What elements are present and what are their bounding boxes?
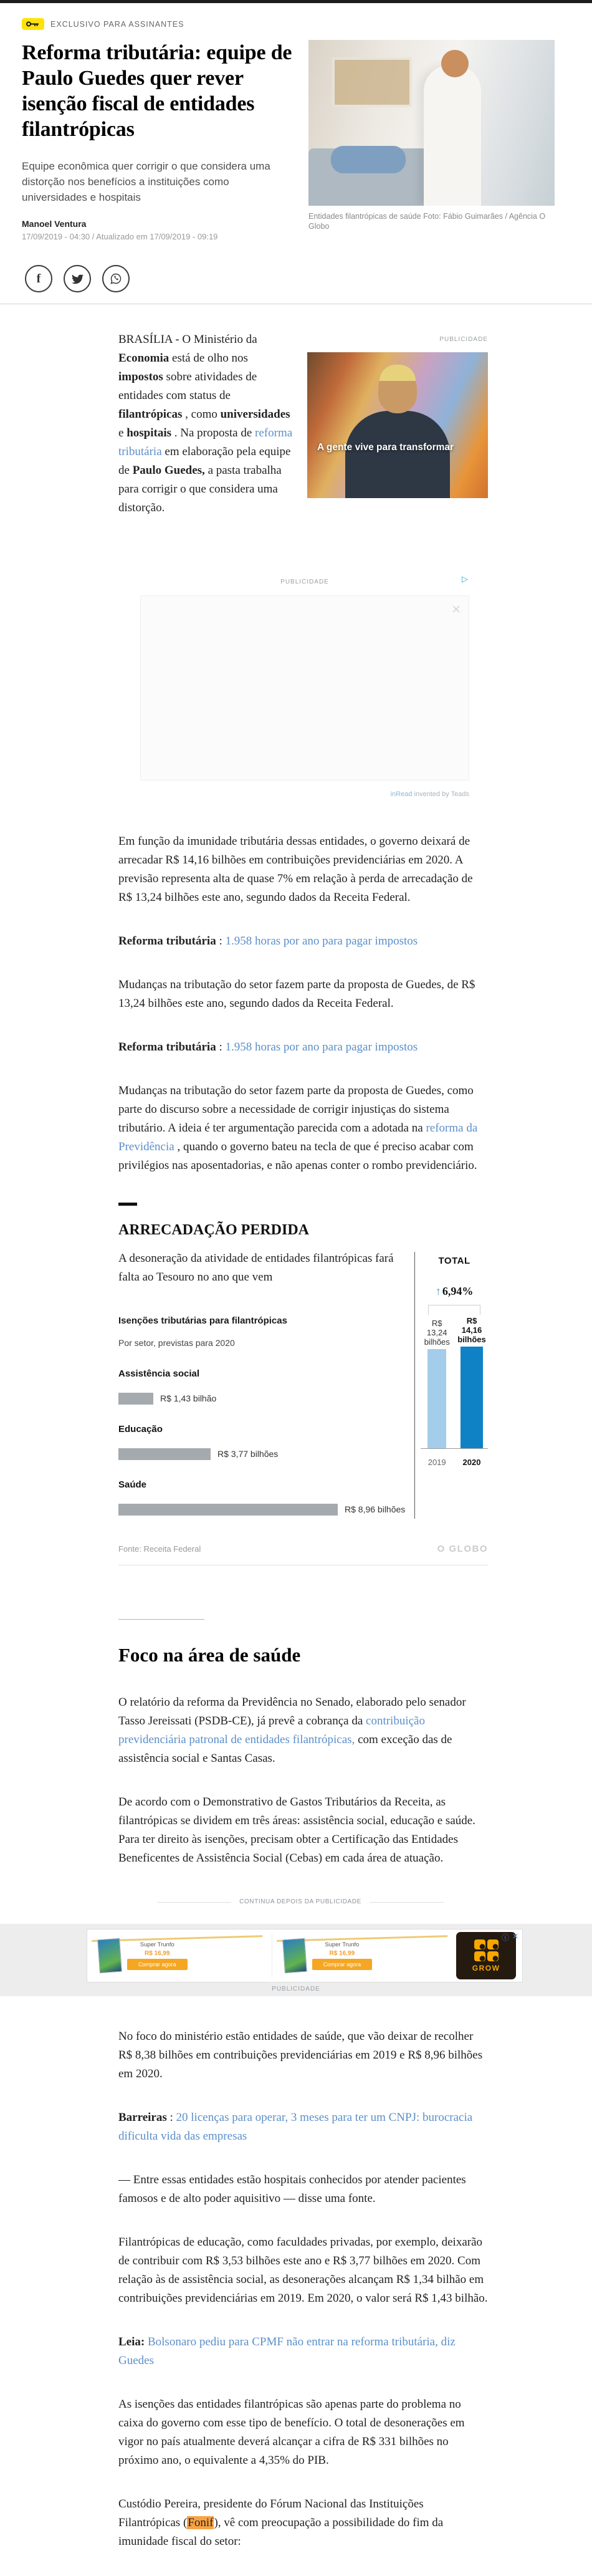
section-title: Foco na área de saúde [118, 1644, 301, 1666]
grow-logo-grid [474, 1939, 499, 1961]
related-link-line [118, 2333, 488, 2370]
product-image [282, 1938, 307, 1973]
chart-source: Fonte: Receita Federal [118, 1544, 201, 1554]
photo-nurse-head [441, 50, 469, 77]
inline-link[interactable]: Bolsonaro pediu para CPMF não entrar na reforma tributária, diz Guedes [118, 2335, 456, 2367]
bold-text: Barreiras [118, 2111, 167, 2124]
total-bars [421, 1316, 488, 1448]
inline-link[interactable]: 1.958 horas por ano para pagar impostos [225, 1040, 418, 1054]
related-link-line: Reforma tributária : 1.958 horas por ano para pagar impostos [118, 1040, 418, 1054]
top-black-bar [0, 0, 592, 3]
paragraph: No foco do ministério estão entidades de saúde, que vão deixar de recolher R$ 8,38 bilhões em contribuições previdenciárias em 2019 e R$ 8,96 bilhões em 2020. [118, 2030, 483, 2080]
ad-controls [502, 1932, 518, 1943]
inline-link[interactable]: reforma da Previdência [118, 1122, 478, 1153]
sector-bar-value: R$ 8,96 bilhões [345, 1504, 406, 1514]
whatsapp-icon [110, 272, 122, 285]
article-figure [308, 40, 555, 241]
buy-button[interactable]: Comprar agora [312, 1959, 373, 1970]
close-icon[interactable]: ✕ [451, 603, 461, 617]
whatsapp-share-button[interactable] [102, 265, 130, 292]
photo-corkboard [332, 57, 412, 107]
paragraph: As isenções das entidades filantrópicas são apenas parte do problema no caixa do governo com esse tipo de benefício. O total de desonerações em vigor no país atualmente deverá alcançar a cifra de R$ 331 bilhões no próximo ano, o equivalente a 4,35% do PIB. [118, 2398, 465, 2467]
teads-ad [140, 571, 469, 804]
paragraph: Em função da imunidade tributária dessas entidades, o governo deixará de arrecadar R$ 14,16 bilhões em contribuições previdenciárias em 2020. A previsão representa alta de quase 7% em relação à perda de arrecadação de R$ 13,24 bilhões este ano, segundo dados da Receita Federal. [118, 835, 473, 904]
bold-text: Reforma tributária [118, 1040, 216, 1054]
facebook-share-button[interactable] [25, 265, 52, 292]
bold-text: impostos [118, 370, 163, 383]
infographic [118, 1203, 488, 1565]
grow-brand-label: GROW [472, 1963, 500, 1973]
sector-bar [118, 1393, 153, 1405]
total-bracket [428, 1305, 480, 1315]
author-byline: Manoel Ventura [22, 219, 87, 229]
ad-video-frame[interactable] [307, 352, 488, 498]
sector-chart [118, 1249, 414, 1519]
infographic-title: ARRECADAÇÃO PERDIDA [118, 1222, 309, 1238]
sector-bar [118, 1448, 211, 1460]
ad-label: PUBLICIDADE [280, 579, 329, 585]
header-text-column [22, 40, 294, 241]
paragraph: Mudanças na tributação do setor fazem parte da proposta de Guedes, como parte do discurso sobre a necessidade de corrigir injustiças do sistema tributário. A ideia é ter argumentação parecida com a adotada na reforma da Previdência , quando o governo bateu na tecla de que é preciso acabar com privilégios nas aposentadorias, e não apenas conter o rombo previdenciário. [118, 1084, 478, 1172]
key-icon [22, 18, 44, 30]
paragraph: Mudanças na tributação do setor fazem parte da proposta de Guedes, de R$ 13,24 bilhões este ano, segundo dados da Receita Federal. [118, 978, 475, 1010]
banner-ad-band [0, 1924, 592, 1996]
product-info [127, 1941, 188, 1970]
section-rule [118, 1619, 204, 1620]
grow-logo-cell [487, 1951, 499, 1961]
badge-label: EXCLUSIVO PARA ASSINANTES [50, 19, 184, 29]
article-body-continued [118, 2027, 488, 2551]
sector-category-label: Saúde [118, 1479, 147, 1490]
lede-row [118, 330, 488, 517]
bold-text: Leia: [118, 2335, 145, 2348]
paragraph: De acordo com o Demonstrativo de Gastos Tributários da Receita, as filantrópicas se dividem em três áreas: assistência social, educação e saúde. Para ter direito às isenções, precisam obter a Certificação das Entidades Beneficentes de Assistência Social (Cebas) em cada área de atuação. [118, 1795, 475, 1865]
total-bar-column [456, 1316, 488, 1448]
inline-link[interactable]: 1.958 horas por ano para pagar impostos [225, 935, 418, 948]
article-body [118, 330, 488, 1911]
grow-logo-cell [474, 1939, 485, 1949]
axis-year-label: 2020 [462, 1458, 481, 1467]
product-price: R$ 16,99 [144, 1950, 170, 1957]
paragraph: BRASÍLIA - O Ministério da Economia está de olho nos impostos sobre atividades de entidades com status de filantrópicas , como universidades e hospitais . Na proposta de reforma tributária em elaboração pela equipe de Paulo Guedes, a pasta trabalha para corrigir o que considera uma distorção. [118, 333, 293, 514]
twitter-share-button[interactable] [64, 265, 91, 292]
sector-bar [118, 1504, 338, 1516]
teads-credit-text: invented by Teads [412, 791, 469, 798]
photo-nurse [424, 65, 481, 206]
close-icon[interactable]: ✕ [512, 1932, 518, 1941]
oglobo-credit: O GLOBO [437, 1544, 488, 1554]
adchoices-icon[interactable]: ▷ [462, 574, 468, 584]
product-info [312, 1941, 373, 1970]
related-link-line: Reforma tributária : 1.958 horas por ano para pagar impostos [118, 935, 418, 948]
teads-credit [140, 785, 469, 804]
rule-left [157, 1902, 231, 1903]
photo-caption: Entidades filantrópicas de saúde Foto: Fábio Guimarães / Agência O Globo [308, 212, 546, 231]
buy-button[interactable]: Comprar agora [127, 1959, 188, 1970]
sector-bar-row [118, 1500, 414, 1519]
facebook-icon: f [36, 272, 41, 286]
total-bar-column [421, 1316, 453, 1448]
infographic-subtitle: A desoneração da atividade de entidades filantrópicas fará falta ao Tesouro no ano que vem [118, 1252, 394, 1284]
axis-year-label: 2019 [427, 1458, 446, 1467]
photo-patient [331, 146, 406, 173]
sector-bar-row [118, 1444, 414, 1463]
bold-text: universidades [220, 408, 290, 421]
total-change [421, 1282, 488, 1300]
sector-chart-heading: Isenções tributárias para filantrópicas [118, 1315, 287, 1326]
sector-bar-value: R$ 1,43 bilhão [160, 1393, 217, 1403]
infographic-rule [118, 1203, 137, 1206]
total-bar [461, 1347, 483, 1448]
infographic-charts [118, 1249, 488, 1519]
total-bar-value: R$ 14,16 bilhões [457, 1316, 486, 1344]
rule-right [370, 1902, 444, 1903]
inline-link[interactable]: reforma tributária [118, 426, 293, 458]
grow-logo-cell [474, 1951, 485, 1961]
continue-label: CONTINUA DEPOIS DA PUBLICIDADE [239, 1898, 361, 1905]
paragraph: Filantrópicas de educação, como faculdades privadas, por exemplo, deixarão de contribuir com R$ 3,53 bilhões este ano e R$ 3,77 bilhões em 2020. Com relação às de assistência social, as desonerações alcançam R$ 1,34 bilhão em contribuições previdenciárias em 2019. Em 2020, o valor será R$ 1,43 bilhão. [118, 2236, 488, 2305]
paragraph: — Entre essas entidades estão hospitais conhecidos por atender pacientes famosos e de alto poder aquisitivo — disse uma fonte. [118, 2173, 466, 2205]
bold-text: filantrópicas [118, 408, 183, 421]
article-header [22, 40, 570, 241]
ad-label: PUBLICIDADE [272, 1986, 320, 1992]
teads-ad-header [140, 571, 469, 592]
paragraph: Custódio Pereira, presidente do Fórum Nacional das Instituições Filantrópicas (Fonif), vê com preocupação a possibilidade do fim da imunidade fiscal do setor: [118, 2497, 444, 2548]
product-image [97, 1938, 122, 1973]
product-price: R$ 16,99 [329, 1950, 355, 1957]
product-card[interactable] [87, 1935, 272, 1976]
total-bar [427, 1349, 446, 1448]
bold-text: Paulo Guedes, [132, 464, 205, 477]
teads-ad-slot[interactable] [140, 595, 469, 781]
twitter-icon [72, 273, 84, 285]
bold-text: hospitais [127, 426, 171, 440]
inline-link[interactable]: contribuição previdenciária patronal de entidades filantrópicas, [118, 1714, 425, 1746]
up-arrow-icon: ↑ [435, 1285, 441, 1297]
page-title: Reforma tributária: equipe de Paulo Guedes quer rever isenção fiscal de entidades filantrópicas [22, 41, 292, 141]
chart-footer [118, 1540, 488, 1559]
total-chart-heading: TOTAL [438, 1256, 470, 1266]
related-link-line: Barreiras : 20 licenças para operar, 3 meses para ter um CNPJ: burocracia dificulta vida das empresas [118, 2111, 473, 2143]
grow-logo-cell [487, 1939, 499, 1949]
teads-brand: inRead [390, 791, 413, 798]
ad-person-hair [380, 365, 416, 381]
paragraph: O relatório da reforma da Previdência no Senado, elaborado pelo senador Tasso Jereissati (PSDB-CE), já prevê a cobrança da contribuição previdenciária patronal de entidades filantrópicas, com exceção das de assistência social e Santas Casas. [118, 1696, 466, 1765]
sector-bar-value: R$ 3,77 bilhões [217, 1449, 279, 1459]
sector-bar-row [118, 1389, 414, 1408]
product-title: Super Trunfo [325, 1941, 360, 1948]
bold-text: Economia [118, 352, 169, 365]
total-chart [414, 1252, 488, 1519]
adchoices-icon[interactable]: ⓘ [501, 1933, 509, 1942]
article-subtitle: Equipe econômica quer corrigir o que considera uma distorção nos benefícios a instituições como universidades e hospitais [22, 160, 270, 203]
highlighted-text: Fonif [188, 2516, 214, 2529]
ad-overlay-text: A gente vive para transformar [317, 442, 454, 453]
sector-category-label: Assistência social [118, 1368, 200, 1379]
publish-date: 17/09/2019 - 04:30 / Atualizado em 17/09/2019 - 09:19 [22, 232, 218, 241]
total-change-value: 6,94% [442, 1285, 474, 1297]
bold-text: Reforma tributária [118, 935, 216, 948]
product-card[interactable] [272, 1935, 457, 1976]
share-bar [25, 265, 592, 292]
total-bar-value: R$ 13,24 bilhões [424, 1319, 450, 1347]
continue-after-ad [157, 1893, 444, 1911]
total-axis [421, 1448, 488, 1472]
sector-chart-subheading: Por setor, previstas para 2020 [118, 1338, 235, 1348]
ad-label: PUBLICIDADE [439, 336, 488, 343]
subscriber-badge [22, 18, 592, 30]
article-photo [308, 40, 555, 206]
product-title: Super Trunfo [140, 1941, 174, 1948]
sector-category-label: Educação [118, 1424, 163, 1435]
banner-ad [87, 1929, 523, 1982]
inline-link[interactable]: 20 licenças para operar, 3 meses para ter um CNPJ: burocracia dificulta vida das empresas [118, 2111, 473, 2143]
inline-video-ad [307, 330, 488, 517]
